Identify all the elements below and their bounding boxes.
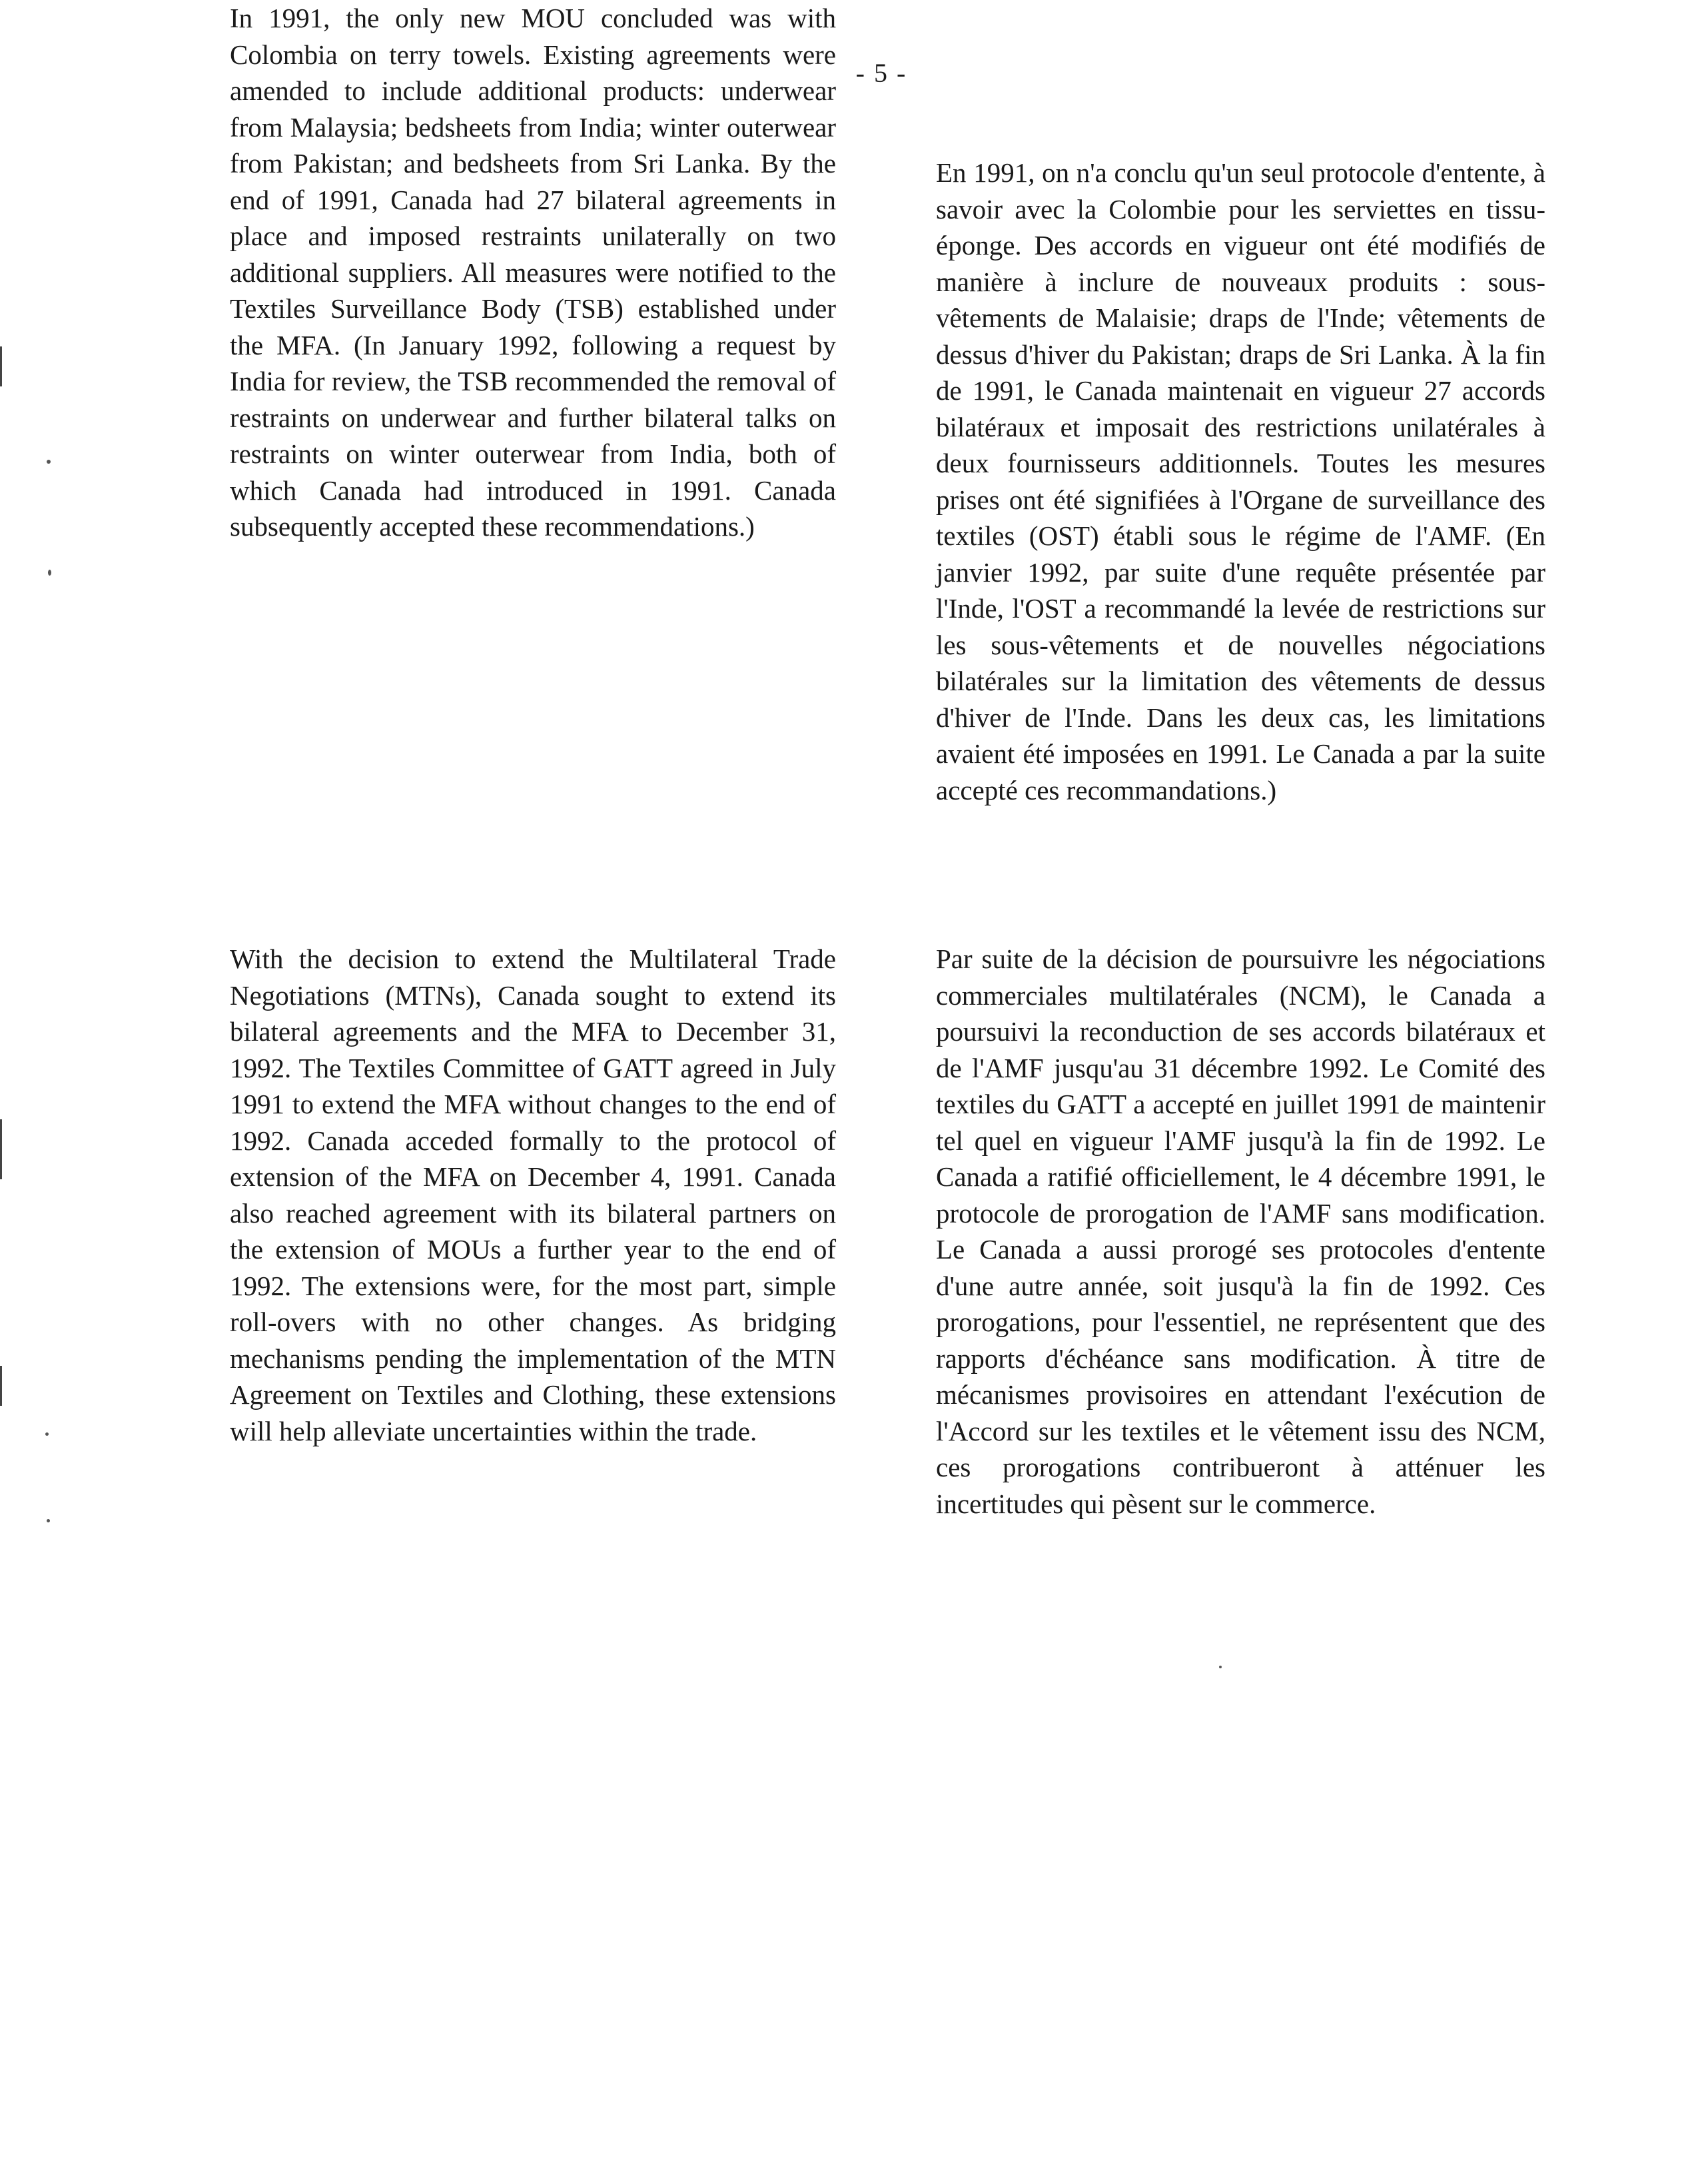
french-paragraph-protocole-1991: En 1991, on n'a conclu qu'un seul protocole d'entente, à savoir avec la Colombie pour les serviettes en tissu-éponge. Des accords en vigueur ont été modifiés de manière à inclure de nouveaux produits : sous-vêtements de Malaisie; draps de l'Inde; vêtements de dessus d'hiver du Pakistan; draps de Sri Lanka. À la fin de 1991, le Canada maintenait en vigueur 27 accords bilatéraux et imposait des restrictions unilatérales à deux fournisseurs additionnels. Toutes les mesures prises ont été signifiées à l'Organe de surveillance des textiles (OST) établi sous le régime de l'AMF. (En janvier 1992, par suite d'une requête présentée par l'Inde, l'OST a recommandé la levée de restrictions sur les sous-vêtements et de nouvelles négociations bilatérales sur la limitation des vêtements de dessus d'hiver de l'Inde. Dans les deux cas, les limitations avaient été imposées en 1991. Le Canada a par la suite accepté ces recommandations.) (936, 157, 1545, 806)
english-paragraph-mou-1991: In 1991, the only new MOU concluded was with Colombia on terry towels. Existing agreements were amended to include additional products: underwear from Malaysia; bedsheets from India; winter outerwear from Pakistan; and bedsheets from Sri Lanka. By the end of 1991, Canada had 27 bilateral agreements in place and imposed restraints unilaterally on two additional suppliers. All measures were notified to the Textiles Surveillance Body (TSB) established under the MFA. (In January 1992, following a request by India for review, the TSB recommended the removal of restraints on underwear and further bilateral talks on restraints on winter outerwear from India, both of which Canada had introduced in 1991. Canada subsequently accepted these recommendations.) (230, 3, 836, 542)
english-paragraph-mtn-extension: With the decision to extend the Multilateral Trade Negotiations (MTNs), Canada sought to extend its bilateral agreements and the MFA to December 31, 1992. The Textiles Committee of GATT agreed in July 1991 to extend the MFA without changes to the end of 1992. Canada acceded formally to the protocol of extension of the MFA on December 4, 1991. Canada also reached agreement with its bilateral partners on the extension of MOUs a further year to the end of 1992. The extensions were, for the most part, simple roll-overs with no other changes. As bridging mechanisms pending the implementation of the MTN Agreement on Textiles and Clothing, these extensions will help alleviate uncertainties within the trade. (230, 943, 836, 1446)
english-column (230, 0, 836, 545)
scan-speck (45, 1432, 49, 1436)
scan-edge-mark (0, 346, 2, 386)
page-number: - 5 - (855, 58, 907, 88)
scan-speck (1219, 1666, 1222, 1668)
scan-speck (47, 460, 51, 464)
french-column-lower (936, 941, 1545, 1522)
scan-edge-mark (0, 1119, 2, 1179)
french-column (936, 155, 1545, 808)
scan-speck (47, 1519, 50, 1522)
scan-edge-mark (0, 1366, 2, 1406)
scan-speck (48, 570, 51, 576)
english-column-lower (230, 941, 836, 1449)
french-paragraph-prorogation: Par suite de la décision de poursuivre les négociations commerciales multilatérales (NCM), le Canada a poursuivi la reconduction de ses accords bilatéraux et de l'AMF jusqu'au 31 décembre 1992. Le Comité des textiles du GATT a accepté en juillet 1991 de maintenir tel quel en vigueur l'AMF jusqu'à la fin de 1992. Le Canada a ratifié officiellement, le 4 décembre 1991, le protocole de prorogation de l'AMF sans modification. Le Canada a aussi prorogé ses protocoles d'entente d'une autre année, soit jusqu'à la fin de 1992. Ces prorogations, pour l'essentiel, ne représentent que des rapports d'échéance sans modification. À titre de mécanismes provisoires en attendant l'exécution de l'Accord sur les textiles et le vêtement issu des NCM, ces prorogations contribueront à atténuer les incertitudes qui pèsent sur le commerce. (936, 943, 1545, 1519)
